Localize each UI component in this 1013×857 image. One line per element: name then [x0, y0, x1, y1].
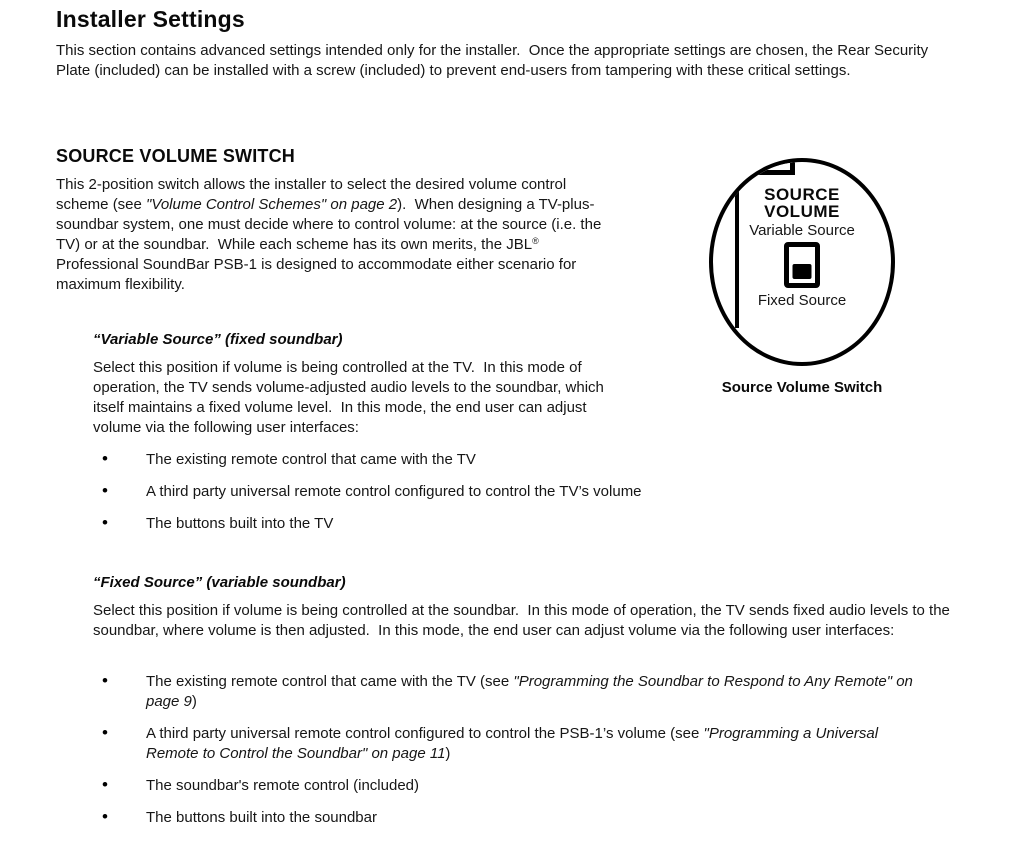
paragraph-segment: ). When designing a TV-plus-soundbar system, one must decide where to control volume: at the source (i.e. the TV) or at the soundbar. While each scheme has its own merits, the JBL — [56, 196, 606, 253]
diagram-caption: Source Volume Switch — [721, 379, 883, 396]
fixed-source-bullet-list — [93, 672, 918, 840]
variable-source-bullet-list — [93, 450, 923, 546]
section-heading-source-volume-switch: SOURCE VOLUME SWITCH — [56, 146, 296, 166]
callout-circle — [709, 158, 895, 366]
diagram-label-source: SOURCE — [764, 185, 840, 204]
variable-source-paragraph: Select this position if volume is being controlled at the TV. In this mode of operation, the TV sends volume-adjusted audio levels to the soundbar, which itself maintains a fixed volume level. In this mode, the end user can adjust volume via the following user interfaces: — [93, 359, 609, 436]
list-item — [93, 724, 918, 764]
paragraph-segment: This 2-position switch allows the installer to select the desired volume control scheme (see — [56, 176, 571, 213]
list-item — [93, 514, 923, 534]
page-title: Installer Settings — [56, 6, 245, 32]
slide-switch-icon — [784, 242, 820, 288]
diagram-label-volume: VOLUME — [764, 202, 840, 221]
list-item — [93, 672, 918, 712]
bullet-text: The existing remote control that came with the TV (see — [146, 673, 514, 690]
source-volume-switch-diagram — [709, 158, 895, 396]
list-item — [93, 450, 923, 470]
paragraph-segment: Professional SoundBar PSB-1 is designed to accommodate either scenario for maximum flexibility. — [56, 236, 581, 293]
bullet-text: ) — [191, 693, 197, 710]
diagram-label-variable-source: Variable Source — [749, 222, 855, 239]
diagram-label-fixed-source: Fixed Source — [757, 292, 847, 309]
subheading-variable-source: “Variable Source” (fixed soundbar) — [93, 331, 343, 348]
bullet-text: The existing remote control that came with the TV — [146, 451, 476, 468]
list-item — [93, 482, 923, 502]
bullet-xref-programming-soundbar: "Programming the Soundbar to Respond to Any Remote" on page 9 — [146, 673, 918, 710]
registered-trademark-symbol: ® — [532, 236, 539, 246]
source-volume-paragraph — [56, 175, 608, 295]
intro-paragraph: This section contains advanced settings intended only for the installer. Once the appropriate settings are chosen, the Rear Security Plate (included) can be installed with a screw (included) to prevent end-users from tampering with these critical settings. — [56, 42, 933, 79]
cross-reference-volume-control-schemes: "Volume Control Schemes" on page 2 — [146, 196, 398, 213]
list-item — [93, 776, 918, 796]
bullet-text: The buttons built into the soundbar — [146, 809, 377, 826]
bullet-text: The soundbar's remote control (included) — [146, 777, 420, 794]
bullet-xref-programming-universal-remote: "Programming a Universal Remote to Control the Soundbar" on page 11 — [146, 725, 883, 762]
panel-cutout — [757, 158, 795, 175]
bullet-text: The buttons built into the TV — [146, 515, 334, 532]
subheading-fixed-source: “Fixed Source” (variable soundbar) — [93, 574, 346, 591]
bullet-text: A third party universal remote control configured to control the PSB-1’s volume (see — [146, 725, 704, 742]
list-item — [93, 808, 918, 828]
switch-knob — [793, 264, 812, 279]
fixed-source-paragraph: Select this position if volume is being controlled at the soundbar. In this mode of operation, the TV sends fixed audio levels to the soundbar, where volume is then adjusted. In this mode, the end user can adjust volume via the following user interfaces: — [93, 602, 955, 639]
bullet-text: A third party universal remote control configured to control the TV’s volume — [146, 483, 642, 500]
bullet-text: ) — [445, 745, 451, 762]
